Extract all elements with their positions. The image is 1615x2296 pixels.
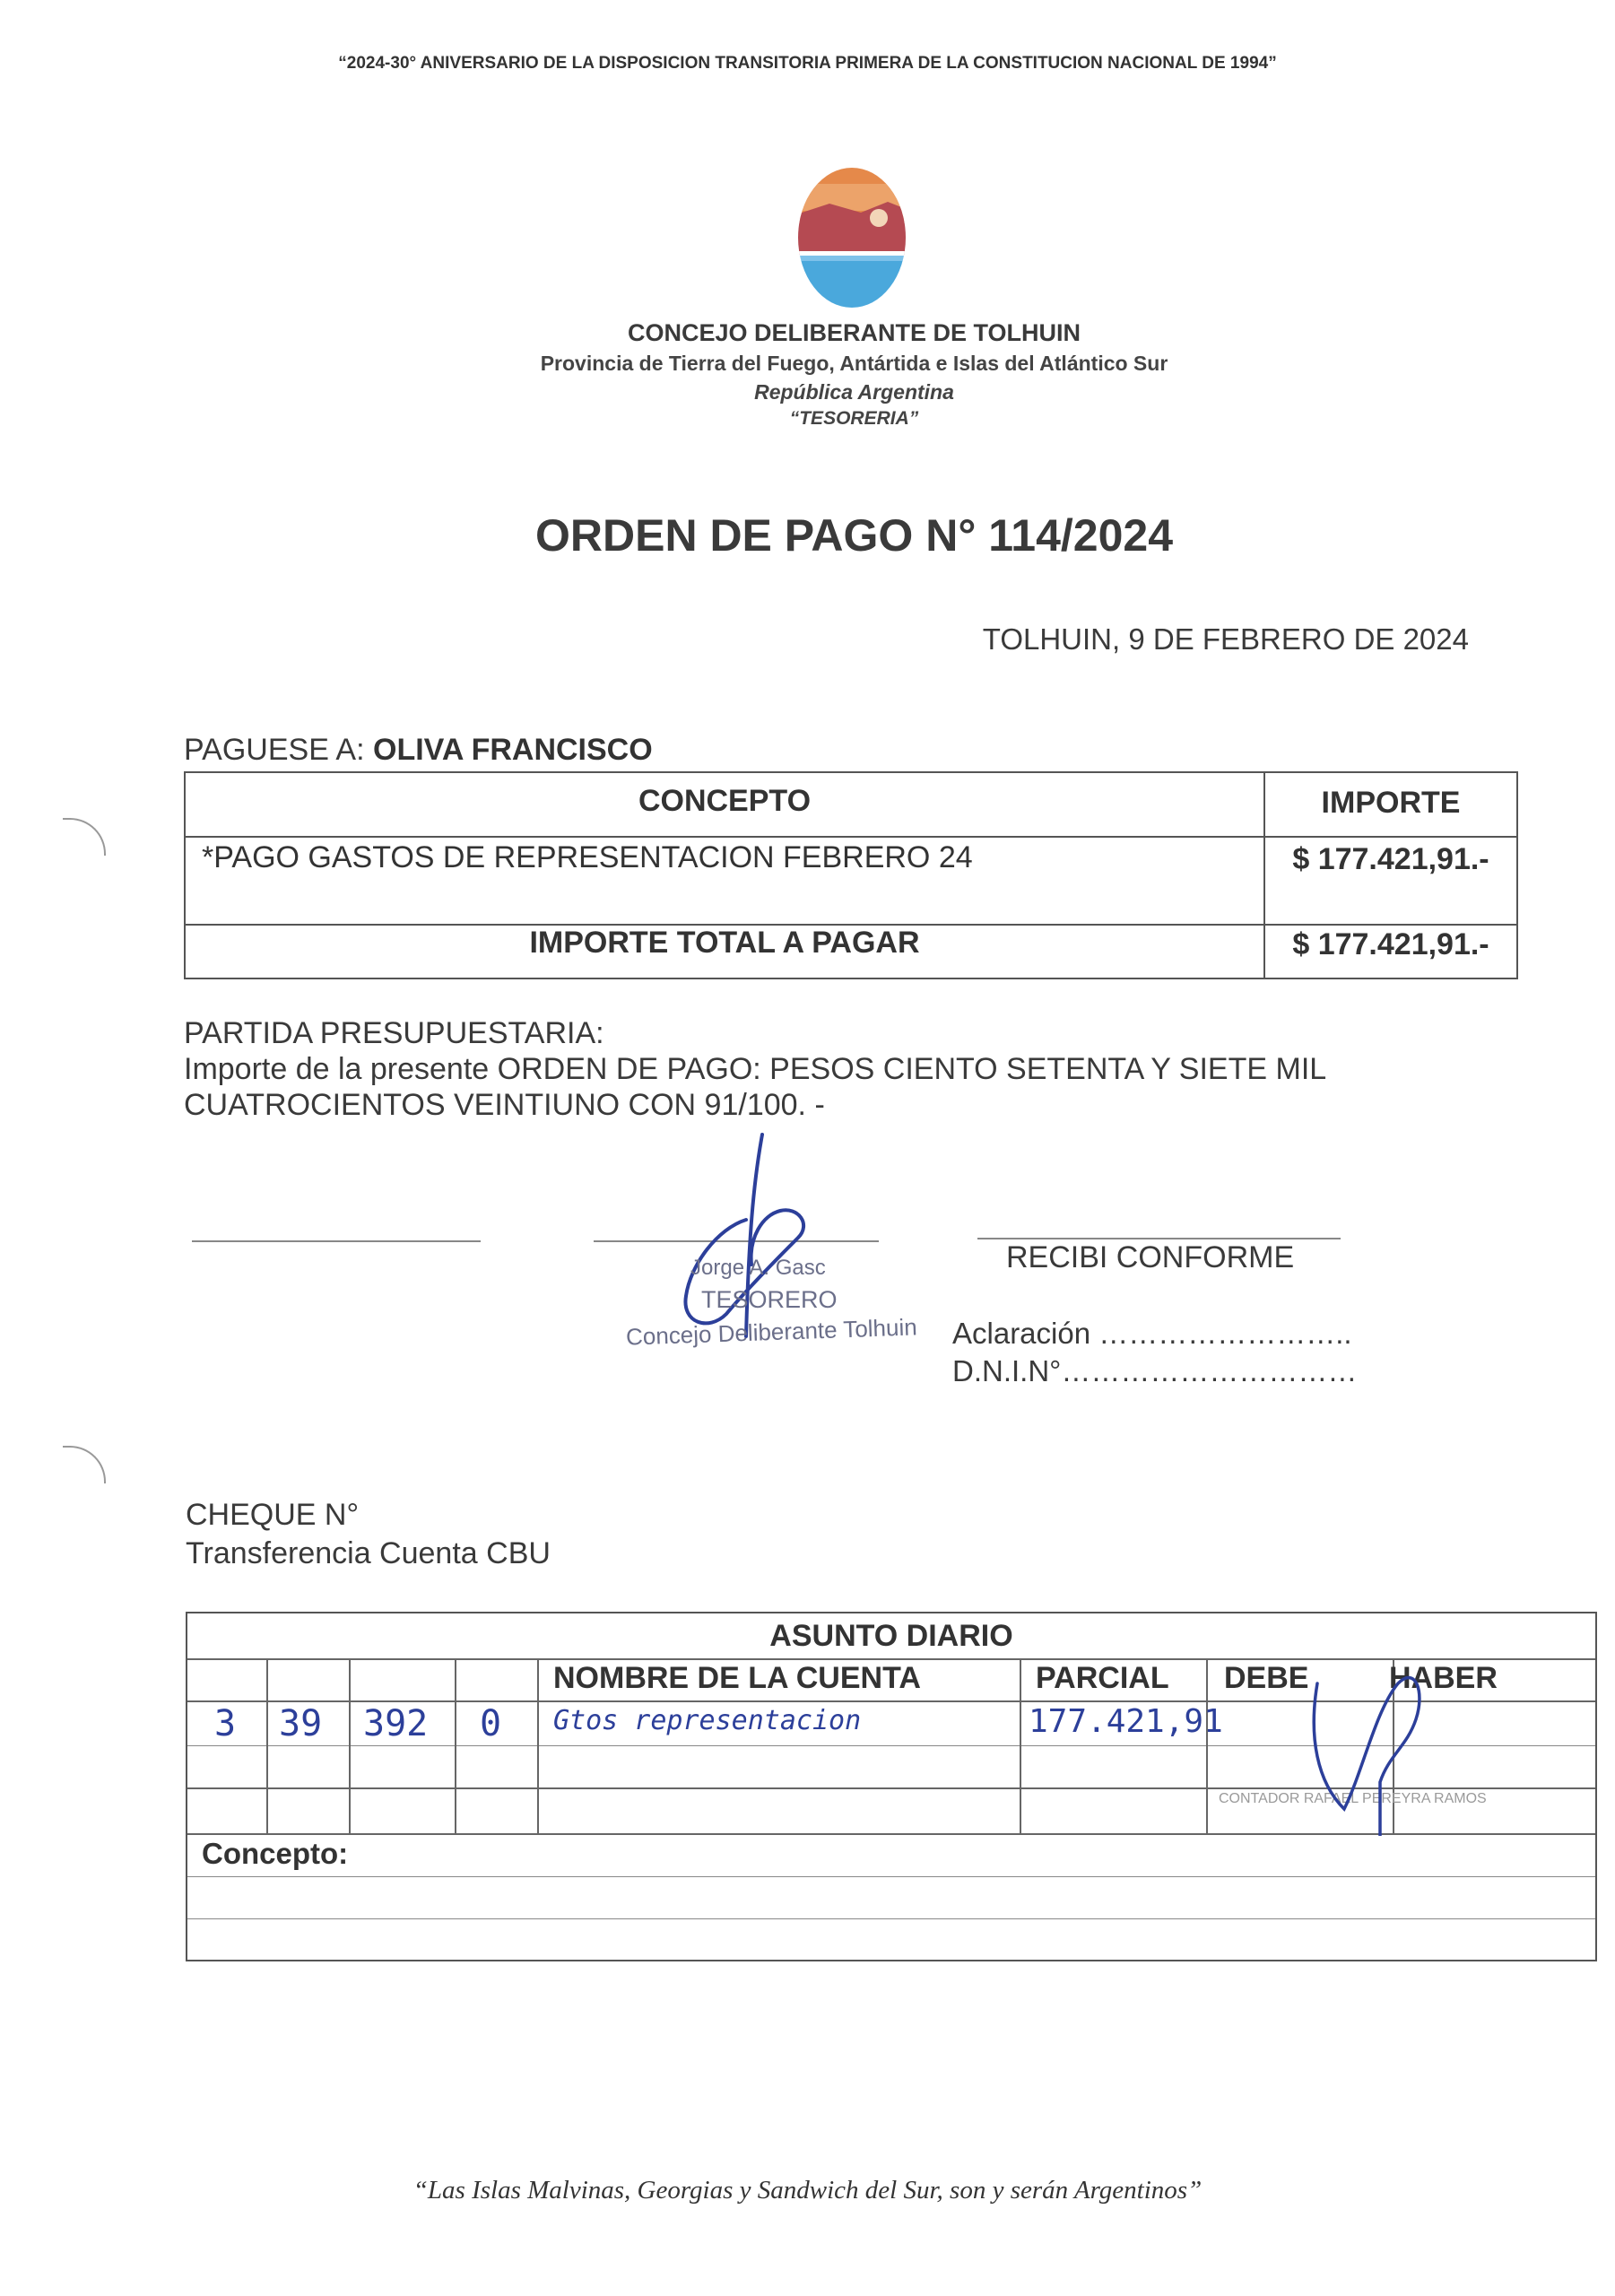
signature-line bbox=[977, 1238, 1341, 1239]
concept-cell: *PAGO GASTOS DE REPRESENTACION FEBRERO 24 bbox=[202, 840, 973, 874]
org-province: Provincia de Tierra del Fuego, Antártida e Islas del Atlántico Sur bbox=[540, 352, 1168, 375]
credit-header: HABER bbox=[1389, 1661, 1498, 1695]
amount-in-words-line1: Importe de la presente ORDEN DE PAGO: PESOS CIENTO SETENTA Y SIETE MIL bbox=[184, 1052, 1327, 1086]
partial-header: PARCIAL bbox=[1036, 1661, 1169, 1695]
anniversary-banner: “2024-30° ANIVERSARIO DE LA DISPOSICION TRANSITORIA PRIMERA DE LA CONSTITUCION NACIONAL DE 1994” bbox=[338, 54, 1277, 73]
total-label: IMPORTE TOTAL A PAGAR bbox=[529, 926, 920, 960]
aclaracion-field: Aclaración …………………….. bbox=[952, 1317, 1352, 1350]
punch-hole-mark bbox=[63, 818, 106, 856]
cheque-label: CHEQUE N° bbox=[186, 1498, 360, 1532]
entry-code-1: 3 bbox=[214, 1703, 237, 1744]
dni-field: D.N.I.N°………………………… bbox=[952, 1354, 1358, 1387]
accountant-stamp: CONTADOR RAFAEL PEREYRA RAMOS bbox=[1219, 1791, 1487, 1806]
amount-in-words-line2: CUATROCIENTOS VEINTIUNO CON 91/100. - bbox=[184, 1088, 825, 1122]
footer-motto: “Las Islas Malvinas, Georgias y Sandwich del Sur, son y serán Argentinos” bbox=[412, 2176, 1203, 2205]
org-country: República Argentina bbox=[754, 380, 954, 404]
accountant-signature-icon bbox=[1290, 1657, 1470, 1836]
total-amount: $ 177.421,91.- bbox=[1292, 927, 1489, 961]
org-department: “TESORERIA” bbox=[789, 408, 919, 429]
council-logo-icon bbox=[794, 166, 910, 309]
budget-label: PARTIDA PRESUPUESTARIA: bbox=[184, 1016, 604, 1050]
treasurer-stamp-title: TESORERO bbox=[701, 1286, 838, 1313]
treasurer-stamp-org: Concejo Deliberante Tolhuin bbox=[625, 1313, 918, 1351]
account-name-header: NOMBRE DE LA CUENTA bbox=[553, 1661, 921, 1695]
debit-header: DEBE bbox=[1224, 1661, 1309, 1695]
received-label: RECIBI CONFORME bbox=[1006, 1240, 1295, 1274]
document-title: ORDEN DE PAGO N° 114/2024 bbox=[534, 510, 1173, 561]
entry-partial: 177.421,91 bbox=[1029, 1703, 1223, 1740]
signature-line bbox=[192, 1240, 481, 1242]
payee-name: OLIVA FRANCISCO bbox=[373, 733, 653, 767]
concept-table bbox=[184, 771, 1518, 979]
diary-title: ASUNTO DIARIO bbox=[769, 1619, 1013, 1653]
diary-table bbox=[186, 1612, 1597, 1961]
payee-line bbox=[184, 733, 653, 768]
transfer-label: Transferencia Cuenta CBU bbox=[186, 1536, 551, 1570]
amount-cell: $ 177.421,91.- bbox=[1292, 842, 1489, 876]
payee-label: PAGUESE A: bbox=[184, 733, 365, 767]
amount-header: IMPORTE bbox=[1321, 786, 1461, 820]
concept-header: CONCEPTO bbox=[638, 784, 812, 818]
budget-block bbox=[184, 1015, 1326, 1123]
entry-code-3: 392 bbox=[363, 1703, 429, 1744]
document-date: TOLHUIN, 9 DE FEBRERO DE 2024 bbox=[982, 622, 1469, 656]
entry-code-2: 39 bbox=[279, 1703, 323, 1744]
diary-concept-label: Concepto: bbox=[202, 1837, 349, 1870]
entry-code-4: 0 bbox=[480, 1703, 502, 1744]
punch-hole-mark bbox=[63, 1446, 106, 1483]
org-name: CONCEJO DELIBERANTE DE TOLHUIN bbox=[627, 319, 1081, 346]
entry-account: Gtos representacion bbox=[553, 1705, 862, 1736]
treasurer-stamp-name: Jorge A. Gasc bbox=[690, 1256, 826, 1280]
